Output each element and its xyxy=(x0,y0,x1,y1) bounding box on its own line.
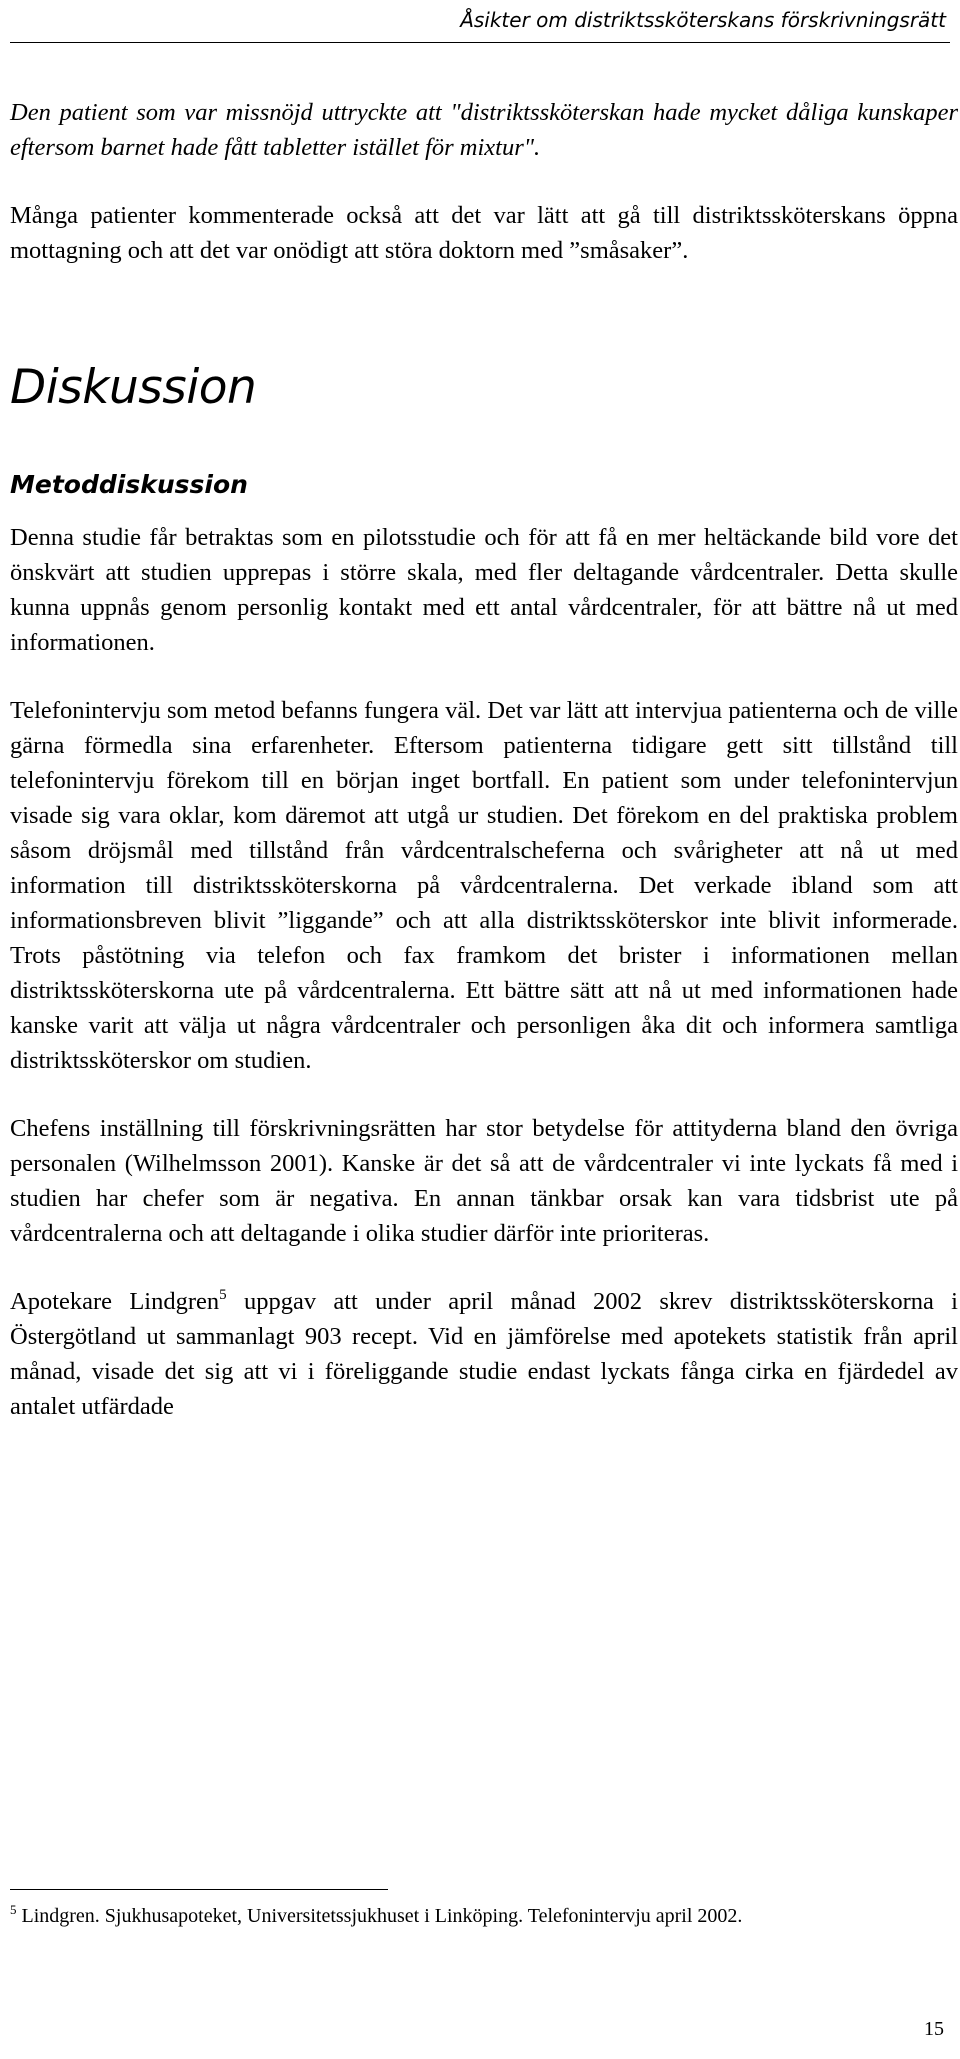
footnote-divider xyxy=(10,1889,388,1890)
subsection-heading: Metoddiskussion xyxy=(10,470,248,499)
footnote-text: Lindgren. Sjukhusapoteket, Universitetssjukhuset i Linköping. Telefonintervju april 2002. xyxy=(16,1905,743,1927)
body-paragraph: Telefonintervju som metod befanns fungera väl. Det var lätt att intervjua patienterna och de ville gärna förmedla sina erfarenheter. Eftersom patienterna tidigare gett sitt tillstånd till telefonintervju förekom till en början inget bortfall. En patient som under telefonintervjun visade sig vara oklar, kom däremot att utgå ur studien. Det förekom en del praktiska problem såsom dröjsmål med tillstånd från vårdcentralscheferna och svårigheter att nå ut med information till distriktssköterskorna på vårdcentralerna. Det verkade ibland som att informationsbreven blivit ”liggande” och att alla distriktssköterskor inte blivit informerade. Trots påstötning via telefon och fax framkom det brister i informationen mellan distriktssköterskorna ute på vårdcentralerna. Ett bättre sätt att nå ut med informationen hade kanske varit att välja ut några vårdcentraler och personligen åka dit och informera samtliga distriktssköterskor om studien. xyxy=(10,697,958,1074)
paragraph-text: uppgav att under april månad 2002 skrev distriktssköterskorna i Östergötland ut sammanlagt 903 recept. Vid en jämförelse med apotekets statistik från april månad, visade det sig att vi i föreliggande studie endast lyckats fånga cirka en fjärdedel av antalet utfärdade xyxy=(10,1288,958,1420)
body-paragraph: Den patient som var missnöjd uttryckte att "distriktssköterskan hade mycket dåliga kunskaper eftersom barnet hade fått tabletter istället för mixtur". xyxy=(10,99,958,161)
body-paragraph: Denna studie får betraktas som en pilotsstudie och för att få en mer heltäckande bild vore det önskvärt att studien upprepas i större skala, med fler deltagande vårdcentraler. Detta skulle kunna uppnås genom personlig kontakt med ett antal vårdcentraler, för att bättre nå ut med informationen. xyxy=(10,524,958,656)
body-paragraph: Chefens inställning till förskrivningsrätten har stor betydelse för attityderna bland den övriga personalen (Wilhelmsson 2001). Kanske är det så att de vårdcentraler vi inte lyckats få med i studien har chefer som är negativa. En annan tänkbar orsak kan vara tidsbrist ute på vårdcentralerna och att deltagande i olika studier därför inte prioriteras. xyxy=(10,1115,958,1247)
body-paragraph: Många patienter kommenterade också att det var lätt att gå till distriktssköterskans öppna mottagning och att det var onödigt att störa doktorn med ”småsaker”. xyxy=(10,202,958,264)
footnote-mark: 5 xyxy=(10,1902,17,1917)
body-paragraph-with-footnote-ref xyxy=(10,1284,958,1424)
header-divider xyxy=(10,42,950,43)
footnote-reference: 5 xyxy=(219,1287,227,1303)
paragraph-text: Apotekare Lindgren xyxy=(10,1288,220,1315)
footnote xyxy=(10,1902,958,1930)
page-content xyxy=(10,95,958,1457)
page-number: 15 xyxy=(924,2018,944,2040)
running-header: Åsikter om distriktssköterskans förskrivningsrätt xyxy=(460,8,946,32)
section-heading: Diskussion xyxy=(10,360,257,415)
